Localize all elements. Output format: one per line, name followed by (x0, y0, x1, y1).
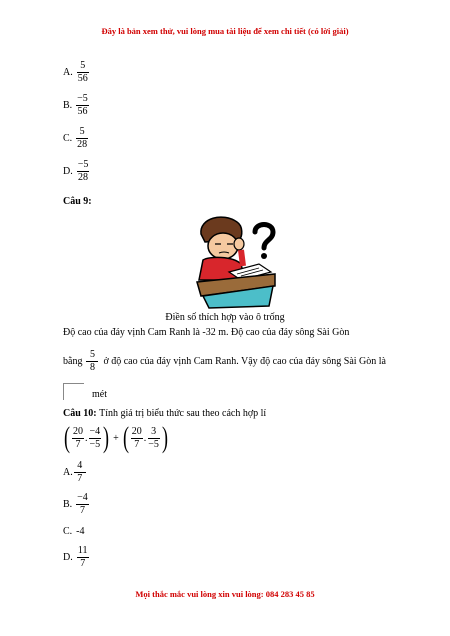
q9-statement-line2 (63, 349, 386, 373)
fraction (131, 426, 143, 450)
numerator: 20 (131, 426, 142, 437)
open-paren: ( (64, 421, 70, 454)
denominator: −5 (148, 438, 159, 450)
numerator: 5 (77, 60, 89, 73)
denominator: 56 (77, 105, 88, 117)
option-letter: B. (63, 99, 73, 111)
fraction (86, 349, 98, 373)
plus-sign: + (113, 432, 119, 444)
numerator: −5 (77, 159, 89, 170)
q9-statement-line1: Độ cao của đáy vịnh Cam Ranh là -32 m. Độ cao của đáy sông Sài Gòn (63, 327, 350, 338)
fraction (89, 426, 102, 450)
q10-option-a[interactable] (63, 460, 86, 484)
open-paren: ( (122, 421, 129, 454)
q10-heading (63, 408, 266, 419)
numerator: 5 (76, 126, 88, 139)
q10-option-c[interactable] (63, 526, 85, 537)
answer-input-box[interactable] (63, 383, 84, 400)
text-fragment: bằng (63, 355, 83, 367)
numerator: −5 (77, 93, 88, 104)
fraction (77, 60, 89, 84)
q8-option-b[interactable] (63, 93, 89, 117)
multiply-dot: . (85, 432, 88, 444)
q8-option-d[interactable] (63, 159, 89, 183)
header-notice: Đây là bản xem thử, vui lòng mua tài liệu để xem chi tiết (có lời giải) (101, 26, 349, 36)
text-fragment: ở độ cao của đáy vịnh Cam Ranh. Vậy độ cao của đáy sông Sài Gòn là (103, 355, 386, 367)
fraction (72, 426, 84, 450)
numerator: 3 (148, 426, 160, 439)
fraction (147, 426, 160, 450)
denominator: 8 (89, 361, 95, 373)
option-letter: D. (63, 551, 73, 563)
fraction (76, 93, 89, 117)
answer-unit: mét (92, 389, 107, 400)
denominator: 7 (134, 438, 140, 450)
numerator: −4 (77, 492, 88, 503)
student-thinking-illustration (193, 210, 279, 310)
multiply-dot: . (143, 432, 147, 444)
q10-heading-label: Câu 10: (63, 408, 97, 419)
denominator: 28 (77, 138, 88, 150)
option-letter: A. (63, 66, 73, 78)
denominator: −5 (89, 438, 101, 450)
denominator: 7 (75, 438, 81, 450)
fraction (76, 126, 88, 150)
q9-instruction: Điền số thích hợp vào ô trống (165, 312, 285, 323)
close-paren: ) (103, 421, 110, 454)
denominator: 28 (78, 171, 89, 183)
q10-option-b[interactable] (63, 492, 89, 516)
option-letter: C. (63, 132, 73, 144)
denominator: 7 (80, 557, 86, 569)
denominator: 7 (79, 504, 85, 516)
q10-option-d[interactable] (63, 545, 89, 569)
numerator: 11 (77, 545, 88, 556)
q8-option-c[interactable] (63, 126, 88, 150)
fraction (77, 545, 89, 569)
denominator: 56 (77, 72, 88, 84)
numerator: 5 (86, 349, 98, 362)
q9-heading: Câu 9: (63, 196, 92, 207)
footer-notice: Mọi thắc mắc vui lòng xin vui lòng: 084 283 45 85 (135, 589, 315, 599)
q8-option-a[interactable] (63, 60, 89, 84)
numerator: 20 (73, 426, 83, 437)
close-paren: ) (161, 421, 168, 454)
numerator: 4 (74, 460, 86, 473)
q10-prompt: Tính giá trị biểu thức sau theo cách hợp lí (99, 408, 267, 419)
fraction (76, 492, 89, 516)
option-value: -4 (76, 526, 85, 537)
option-letter: C. (63, 526, 73, 537)
fraction (77, 159, 90, 183)
numerator: −4 (89, 426, 101, 437)
denominator: 7 (77, 472, 83, 484)
option-letter: D. (63, 165, 73, 177)
q10-expression (62, 423, 170, 453)
option-letter: A. (63, 466, 73, 478)
fraction (74, 460, 86, 484)
option-letter: B. (63, 498, 73, 510)
